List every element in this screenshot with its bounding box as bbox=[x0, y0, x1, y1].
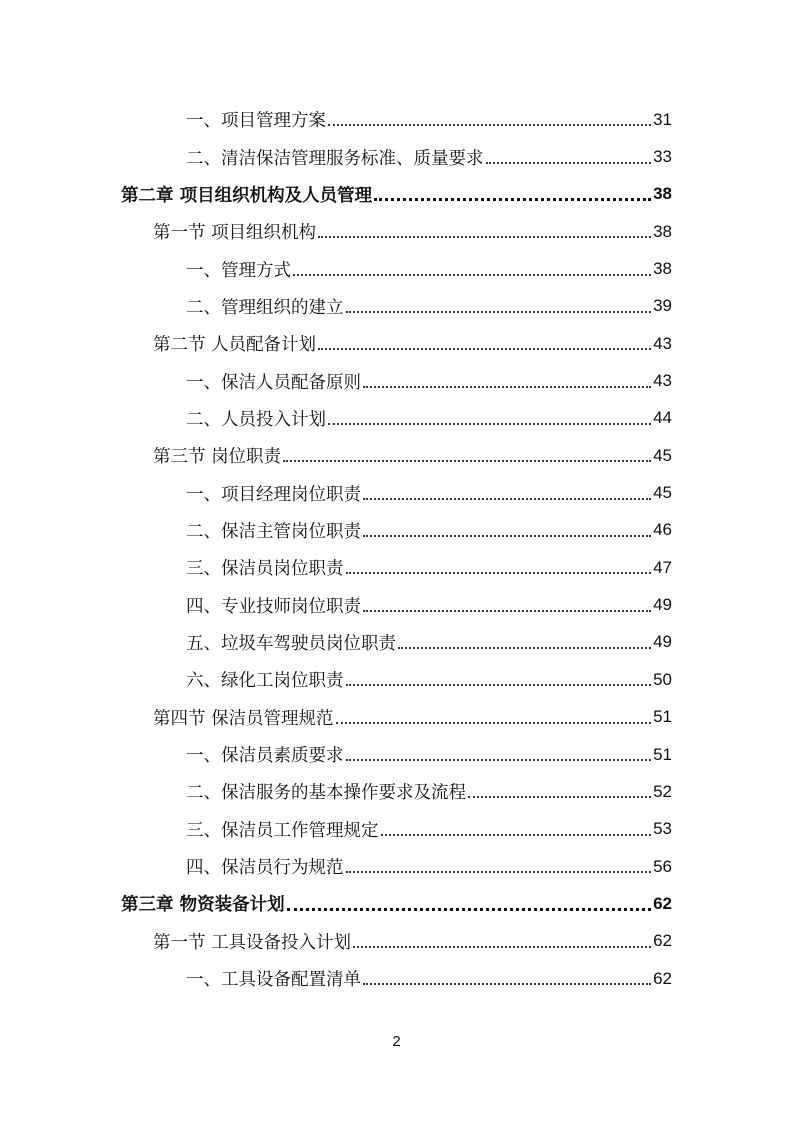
toc-dot-leader bbox=[346, 310, 652, 313]
toc-entry-page-number: 49 bbox=[653, 632, 672, 652]
toc-entry-page-number: 49 bbox=[653, 595, 672, 615]
toc-dot-leader bbox=[293, 273, 651, 276]
toc-entry-page-number: 62 bbox=[653, 893, 672, 913]
toc-entry-title: 一、管理方式 bbox=[186, 260, 291, 281]
toc-dot-leader bbox=[363, 534, 651, 537]
toc-entry-page-number: 56 bbox=[653, 856, 672, 876]
toc-dot-leader bbox=[346, 758, 652, 761]
toc-dot-leader bbox=[363, 497, 651, 500]
toc-dot-leader bbox=[363, 385, 651, 388]
toc-dot-leader bbox=[381, 833, 652, 836]
toc-entry-title: 四、保洁员行为规范 bbox=[186, 858, 344, 879]
toc-entry-title: 三、保洁员岗位职责 bbox=[186, 559, 344, 580]
toc-dot-leader bbox=[346, 870, 652, 873]
toc-entry-title: 一、项目经理岗位职责 bbox=[186, 484, 361, 505]
toc-dot-leader bbox=[318, 235, 651, 238]
toc-entry-title: 第四节 保洁员管理规范 bbox=[153, 708, 334, 729]
toc-entry-chapter[interactable] bbox=[0, 885, 793, 922]
toc-entry-title: 第三章 物资装备计划 bbox=[121, 895, 285, 916]
toc-dot-leader bbox=[346, 683, 652, 686]
toc-entry-title: 一、工具设备配置清单 bbox=[186, 970, 361, 991]
toc-entry-item[interactable] bbox=[0, 661, 793, 698]
toc-entry-section[interactable] bbox=[0, 699, 793, 736]
toc-entry-title: 一、保洁人员配备原则 bbox=[186, 372, 361, 393]
toc-dot-leader bbox=[328, 123, 651, 126]
toc-entry-title: 二、保洁主管岗位职责 bbox=[186, 521, 361, 542]
toc-entry-page-number: 50 bbox=[653, 669, 672, 689]
toc-entry-item[interactable] bbox=[0, 512, 793, 549]
toc-entry-page-number: 31 bbox=[653, 109, 672, 129]
toc-entry-item[interactable] bbox=[0, 811, 793, 848]
toc-dot-leader bbox=[398, 646, 651, 649]
toc-dot-leader bbox=[287, 907, 651, 911]
toc-entry-page-number: 62 bbox=[653, 931, 672, 951]
toc-entry-title: 二、管理组织的建立 bbox=[186, 297, 344, 318]
toc-entry-item[interactable] bbox=[0, 400, 793, 437]
toc-entry-page-number: 44 bbox=[653, 408, 672, 428]
toc-entry-item[interactable] bbox=[0, 250, 793, 287]
toc-dot-leader bbox=[283, 459, 651, 462]
toc-entry-page-number: 52 bbox=[653, 781, 672, 801]
toc-entry-page-number: 51 bbox=[653, 707, 672, 727]
toc-entry-item[interactable] bbox=[0, 101, 793, 138]
toc-entry-item[interactable] bbox=[0, 362, 793, 399]
toc-entry-page-number: 45 bbox=[653, 483, 672, 503]
toc-entry-title: 二、清洁保洁管理服务标准、质量要求 bbox=[186, 148, 484, 169]
toc-entry-page-number: 39 bbox=[653, 296, 672, 316]
toc-entry-title: 第三节 岗位职责 bbox=[153, 447, 282, 468]
toc-entry-item[interactable] bbox=[0, 624, 793, 661]
toc-entry-item[interactable] bbox=[0, 736, 793, 773]
toc-entry-title: 第一节 工具设备投入计划 bbox=[153, 932, 352, 953]
toc-dot-leader bbox=[486, 161, 652, 164]
toc-entry-page-number: 51 bbox=[653, 744, 672, 764]
toc-entry-page-number: 46 bbox=[653, 520, 672, 540]
toc-dot-leader bbox=[353, 945, 651, 948]
toc-entry-title: 六、绿化工岗位职责 bbox=[186, 671, 344, 692]
toc-entry-item[interactable] bbox=[0, 288, 793, 325]
toc-entry-section[interactable] bbox=[0, 923, 793, 960]
toc-entry-item[interactable] bbox=[0, 848, 793, 885]
toc-dot-leader bbox=[346, 571, 652, 574]
toc-entry-title: 第一节 项目组织机构 bbox=[153, 223, 317, 244]
toc-entry-title: 二、人员投入计划 bbox=[186, 409, 326, 430]
toc-entry-item[interactable] bbox=[0, 474, 793, 511]
toc-entry-item[interactable] bbox=[0, 549, 793, 586]
toc-entry-section[interactable] bbox=[0, 437, 793, 474]
toc-entry-page-number: 43 bbox=[653, 371, 672, 391]
toc-entry-page-number: 38 bbox=[653, 221, 672, 241]
toc-entry-title: 二、保洁服务的基本操作要求及流程 bbox=[186, 783, 466, 804]
toc-entry-page-number: 38 bbox=[653, 259, 672, 279]
toc-dot-leader bbox=[468, 795, 651, 798]
toc-entry-title: 五、垃圾车驾驶员岗位职责 bbox=[186, 633, 396, 654]
toc-entry-item[interactable] bbox=[0, 138, 793, 175]
toc-entry-title: 三、保洁员工作管理规定 bbox=[186, 820, 379, 841]
page-number: 2 bbox=[392, 1033, 401, 1050]
toc-dot-leader bbox=[363, 609, 651, 612]
toc-entry-section[interactable] bbox=[0, 325, 793, 362]
toc-entry-section[interactable] bbox=[0, 213, 793, 250]
toc-entry-item[interactable] bbox=[0, 586, 793, 623]
toc-entry-page-number: 45 bbox=[653, 445, 672, 465]
toc-entry-title: 一、保洁员素质要求 bbox=[186, 746, 344, 767]
toc-entry-title: 一、项目管理方案 bbox=[186, 111, 326, 132]
toc-entry-title: 四、专业技师岗位职责 bbox=[186, 596, 361, 617]
toc-entry-page-number: 43 bbox=[653, 333, 672, 353]
toc-entry-item[interactable] bbox=[0, 960, 793, 997]
toc-dot-leader bbox=[363, 982, 651, 985]
toc-entry-page-number: 33 bbox=[653, 147, 672, 167]
toc-dot-leader bbox=[374, 197, 651, 201]
toc-entry-page-number: 62 bbox=[653, 968, 672, 988]
toc-entry-chapter[interactable] bbox=[0, 176, 793, 213]
toc-dot-leader bbox=[336, 721, 652, 724]
toc-entry-title: 第二节 人员配备计划 bbox=[153, 335, 317, 356]
toc-entry-page-number: 53 bbox=[653, 819, 672, 839]
toc-entry-title: 第二章 项目组织机构及人员管理 bbox=[121, 185, 373, 206]
toc-entry-page-number: 38 bbox=[653, 184, 672, 204]
toc-entry-item[interactable] bbox=[0, 773, 793, 810]
table-of-contents bbox=[0, 101, 793, 997]
toc-dot-leader bbox=[328, 422, 651, 425]
toc-entry-page-number: 47 bbox=[653, 557, 672, 577]
toc-dot-leader bbox=[318, 347, 651, 350]
